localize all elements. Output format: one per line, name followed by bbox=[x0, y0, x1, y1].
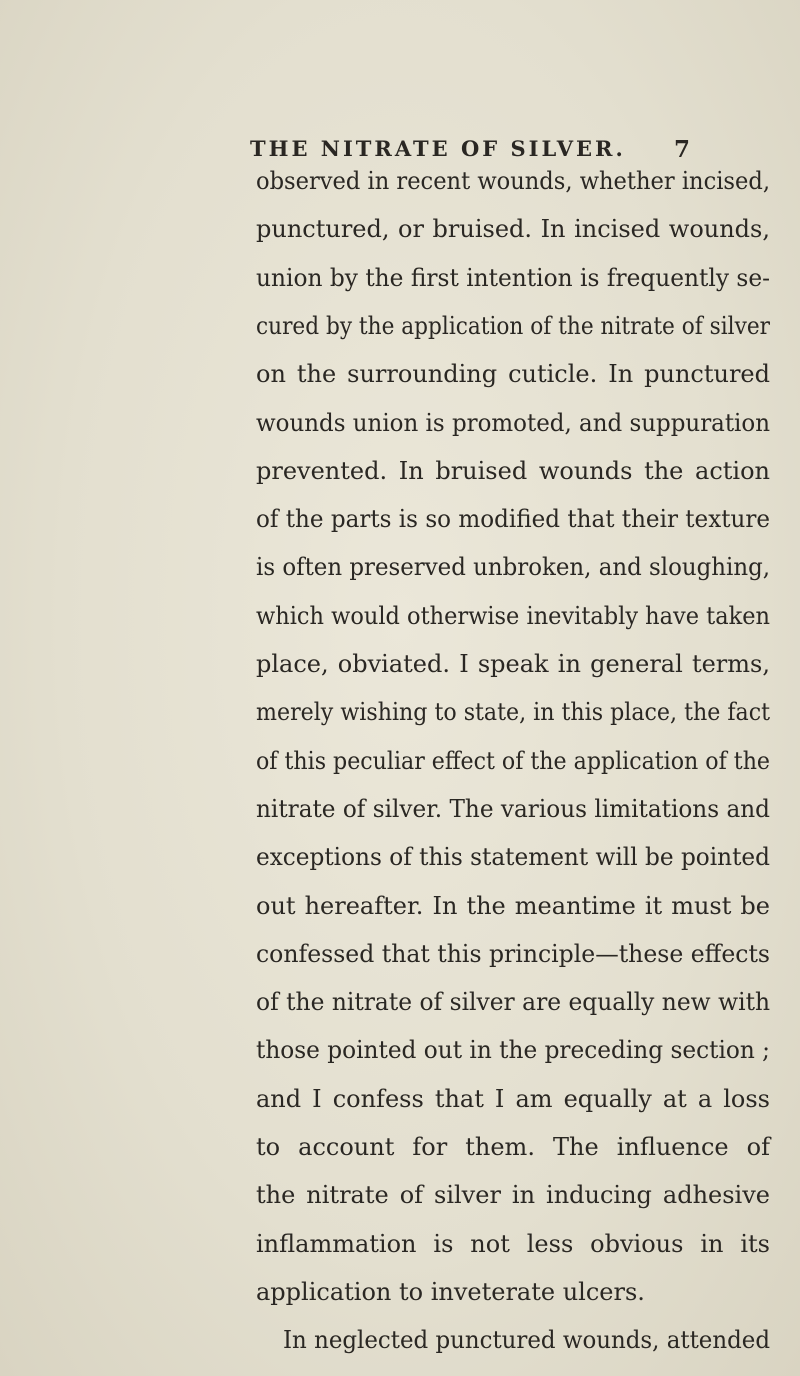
text-line: which would otherwise inevitably have taken bbox=[256, 601, 770, 630]
text-line: and I confess that I am equally at a loss bbox=[256, 1084, 770, 1113]
text-line: wounds union is promoted, and suppuration bbox=[256, 408, 770, 437]
running-title: THE NITRATE OF SILVER. bbox=[250, 136, 626, 161]
text-line: to account for them. The influence of bbox=[256, 1133, 770, 1161]
text-line: punctured, or bruised. In incised wounds, bbox=[256, 215, 770, 244]
text-line: those pointed out in the preceding section ; bbox=[256, 1036, 770, 1065]
text-line: application to inveterate ulcers. bbox=[256, 1277, 645, 1306]
text-line: observed in recent wounds, whether incised, bbox=[256, 167, 770, 195]
text-line: prevented. In bruised wounds the action bbox=[256, 456, 770, 485]
page-number: 7 bbox=[673, 136, 690, 163]
text-line: the nitrate of silver in inducing adhesive bbox=[256, 1181, 770, 1210]
text-line: of the nitrate of silver are equally new with bbox=[256, 988, 770, 1017]
text-line: nitrate of silver. The various limitations and bbox=[256, 794, 770, 823]
text-line: place, obviated. I speak in general terms, bbox=[256, 650, 770, 678]
text-line: on the surrounding cuticle. In punctured bbox=[256, 360, 770, 389]
text-line: In neglected punctured wounds, attended bbox=[283, 1326, 770, 1355]
text-line: cured by the application of the nitrate of silver bbox=[256, 311, 770, 340]
text-line: union by the first intention is frequently se- bbox=[256, 263, 770, 292]
text-line: of the parts is so modified that their texture bbox=[256, 505, 770, 534]
text-line: exceptions of this statement will be pointed bbox=[256, 843, 770, 872]
text-line: out hereafter. In the meantime it must be bbox=[256, 891, 770, 920]
text-line: is often preserved unbroken, and sloughing, bbox=[256, 553, 770, 582]
text-line: merely wishing to state, in this place, the fact bbox=[256, 698, 770, 727]
text-line: confessed that this principle—these effects bbox=[256, 939, 770, 968]
text-line: of this peculiar effect of the application of the bbox=[256, 746, 770, 775]
text-line: inflammation is not less obvious in its bbox=[256, 1229, 770, 1258]
